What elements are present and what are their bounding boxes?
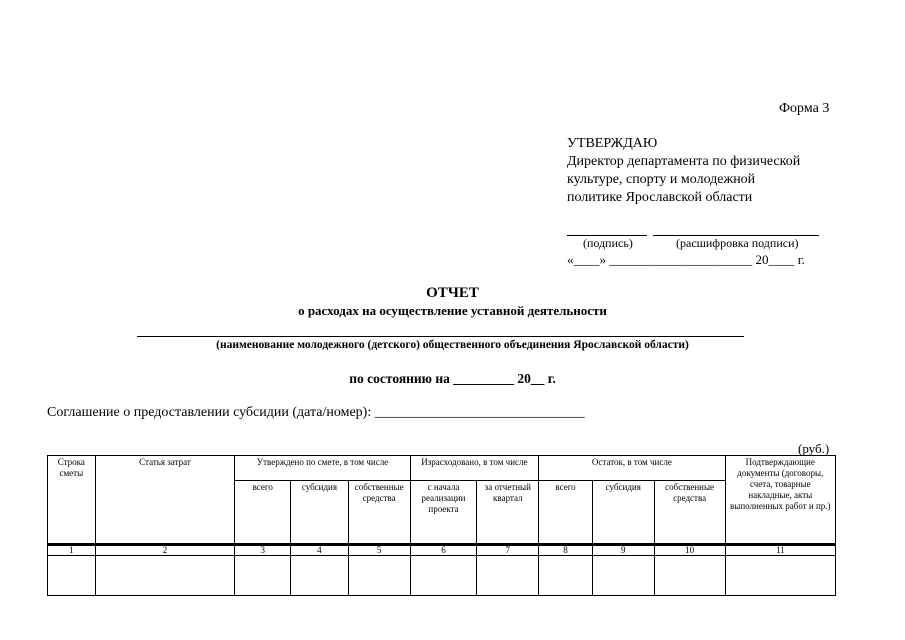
- header-remaining-total: всего: [539, 481, 593, 545]
- header-remaining-subsidy: субсидия: [592, 481, 654, 545]
- approval-block: [567, 135, 800, 207]
- column-number: 1: [48, 545, 96, 556]
- column-number: 7: [477, 545, 539, 556]
- organization-name-label: (наименование молодежного (детского) общественного объединения Ярославской области): [216, 339, 689, 351]
- form-number: Форма 3: [779, 101, 830, 116]
- header-approved-own: собственные средства: [348, 481, 410, 545]
- approval-date-line: «____» ______________________ 20____ г.: [567, 252, 805, 267]
- currency-unit: (руб.): [798, 441, 830, 456]
- column-number: 2: [95, 545, 235, 556]
- report-title: ОТЧЕТ: [426, 285, 479, 301]
- column-number: 4: [291, 545, 349, 556]
- table-row: [48, 556, 836, 596]
- header-line-number: Строка сметы: [48, 456, 96, 545]
- column-number-row: [48, 545, 836, 556]
- header-remaining-group: Остаток, в том числе: [539, 456, 725, 481]
- table-cell: [592, 556, 654, 596]
- subsidy-agreement: Соглашение о предоставлении субсидии (дата/номер): ______________________________: [47, 405, 585, 420]
- column-number: 8: [539, 545, 593, 556]
- column-number: 10: [654, 545, 725, 556]
- signature-decoding-label: (расшифровка подписи): [676, 236, 799, 250]
- table-cell: [95, 556, 235, 596]
- header-spent-quarter: за отчетный квартал: [477, 481, 539, 545]
- column-number: 11: [725, 545, 835, 556]
- column-number: 6: [410, 545, 477, 556]
- header-remaining-own: собственные средства: [654, 481, 725, 545]
- table-cell: [235, 556, 291, 596]
- table-cell: [48, 556, 96, 596]
- report-as-of-date: по состоянию на _________ 20__ г.: [349, 371, 556, 386]
- column-number: 9: [592, 545, 654, 556]
- table-cell: [654, 556, 725, 596]
- header-expense-item: Статья затрат: [95, 456, 235, 545]
- report-subtitle: о расходах на осуществление уставной деятельности: [298, 303, 607, 318]
- expense-report-table: [47, 455, 836, 596]
- approval-line: Директор департамента по физической: [567, 154, 801, 169]
- approval-line: политике Ярославской области: [567, 190, 753, 205]
- table-cell: [539, 556, 593, 596]
- header-approved-total: всего: [235, 481, 291, 545]
- signature-label: (подпись): [583, 236, 633, 250]
- table-cell: [410, 556, 477, 596]
- approval-heading: УТВЕРЖДАЮ: [567, 136, 658, 151]
- header-approved-subsidy: субсидия: [291, 481, 349, 545]
- header-approved-group: Утверждено по смете, в том числе: [235, 456, 410, 481]
- organization-name-line: [137, 336, 744, 337]
- approval-line: культуре, спорту и молодежной: [567, 172, 756, 187]
- table-cell: [348, 556, 410, 596]
- table-cell: [477, 556, 539, 596]
- column-number: 5: [348, 545, 410, 556]
- column-number: 3: [235, 545, 291, 556]
- table-cell: [291, 556, 349, 596]
- header-spent-since-start: с начала реализации проекта: [410, 481, 477, 545]
- header-supporting-documents: Подтверждающие документы (договоры, счета, товарные накладные, акты выполненных работ и пр.): [725, 456, 835, 545]
- table-cell: [725, 556, 835, 596]
- header-spent-group: Израсходовано, в том числе: [410, 456, 539, 481]
